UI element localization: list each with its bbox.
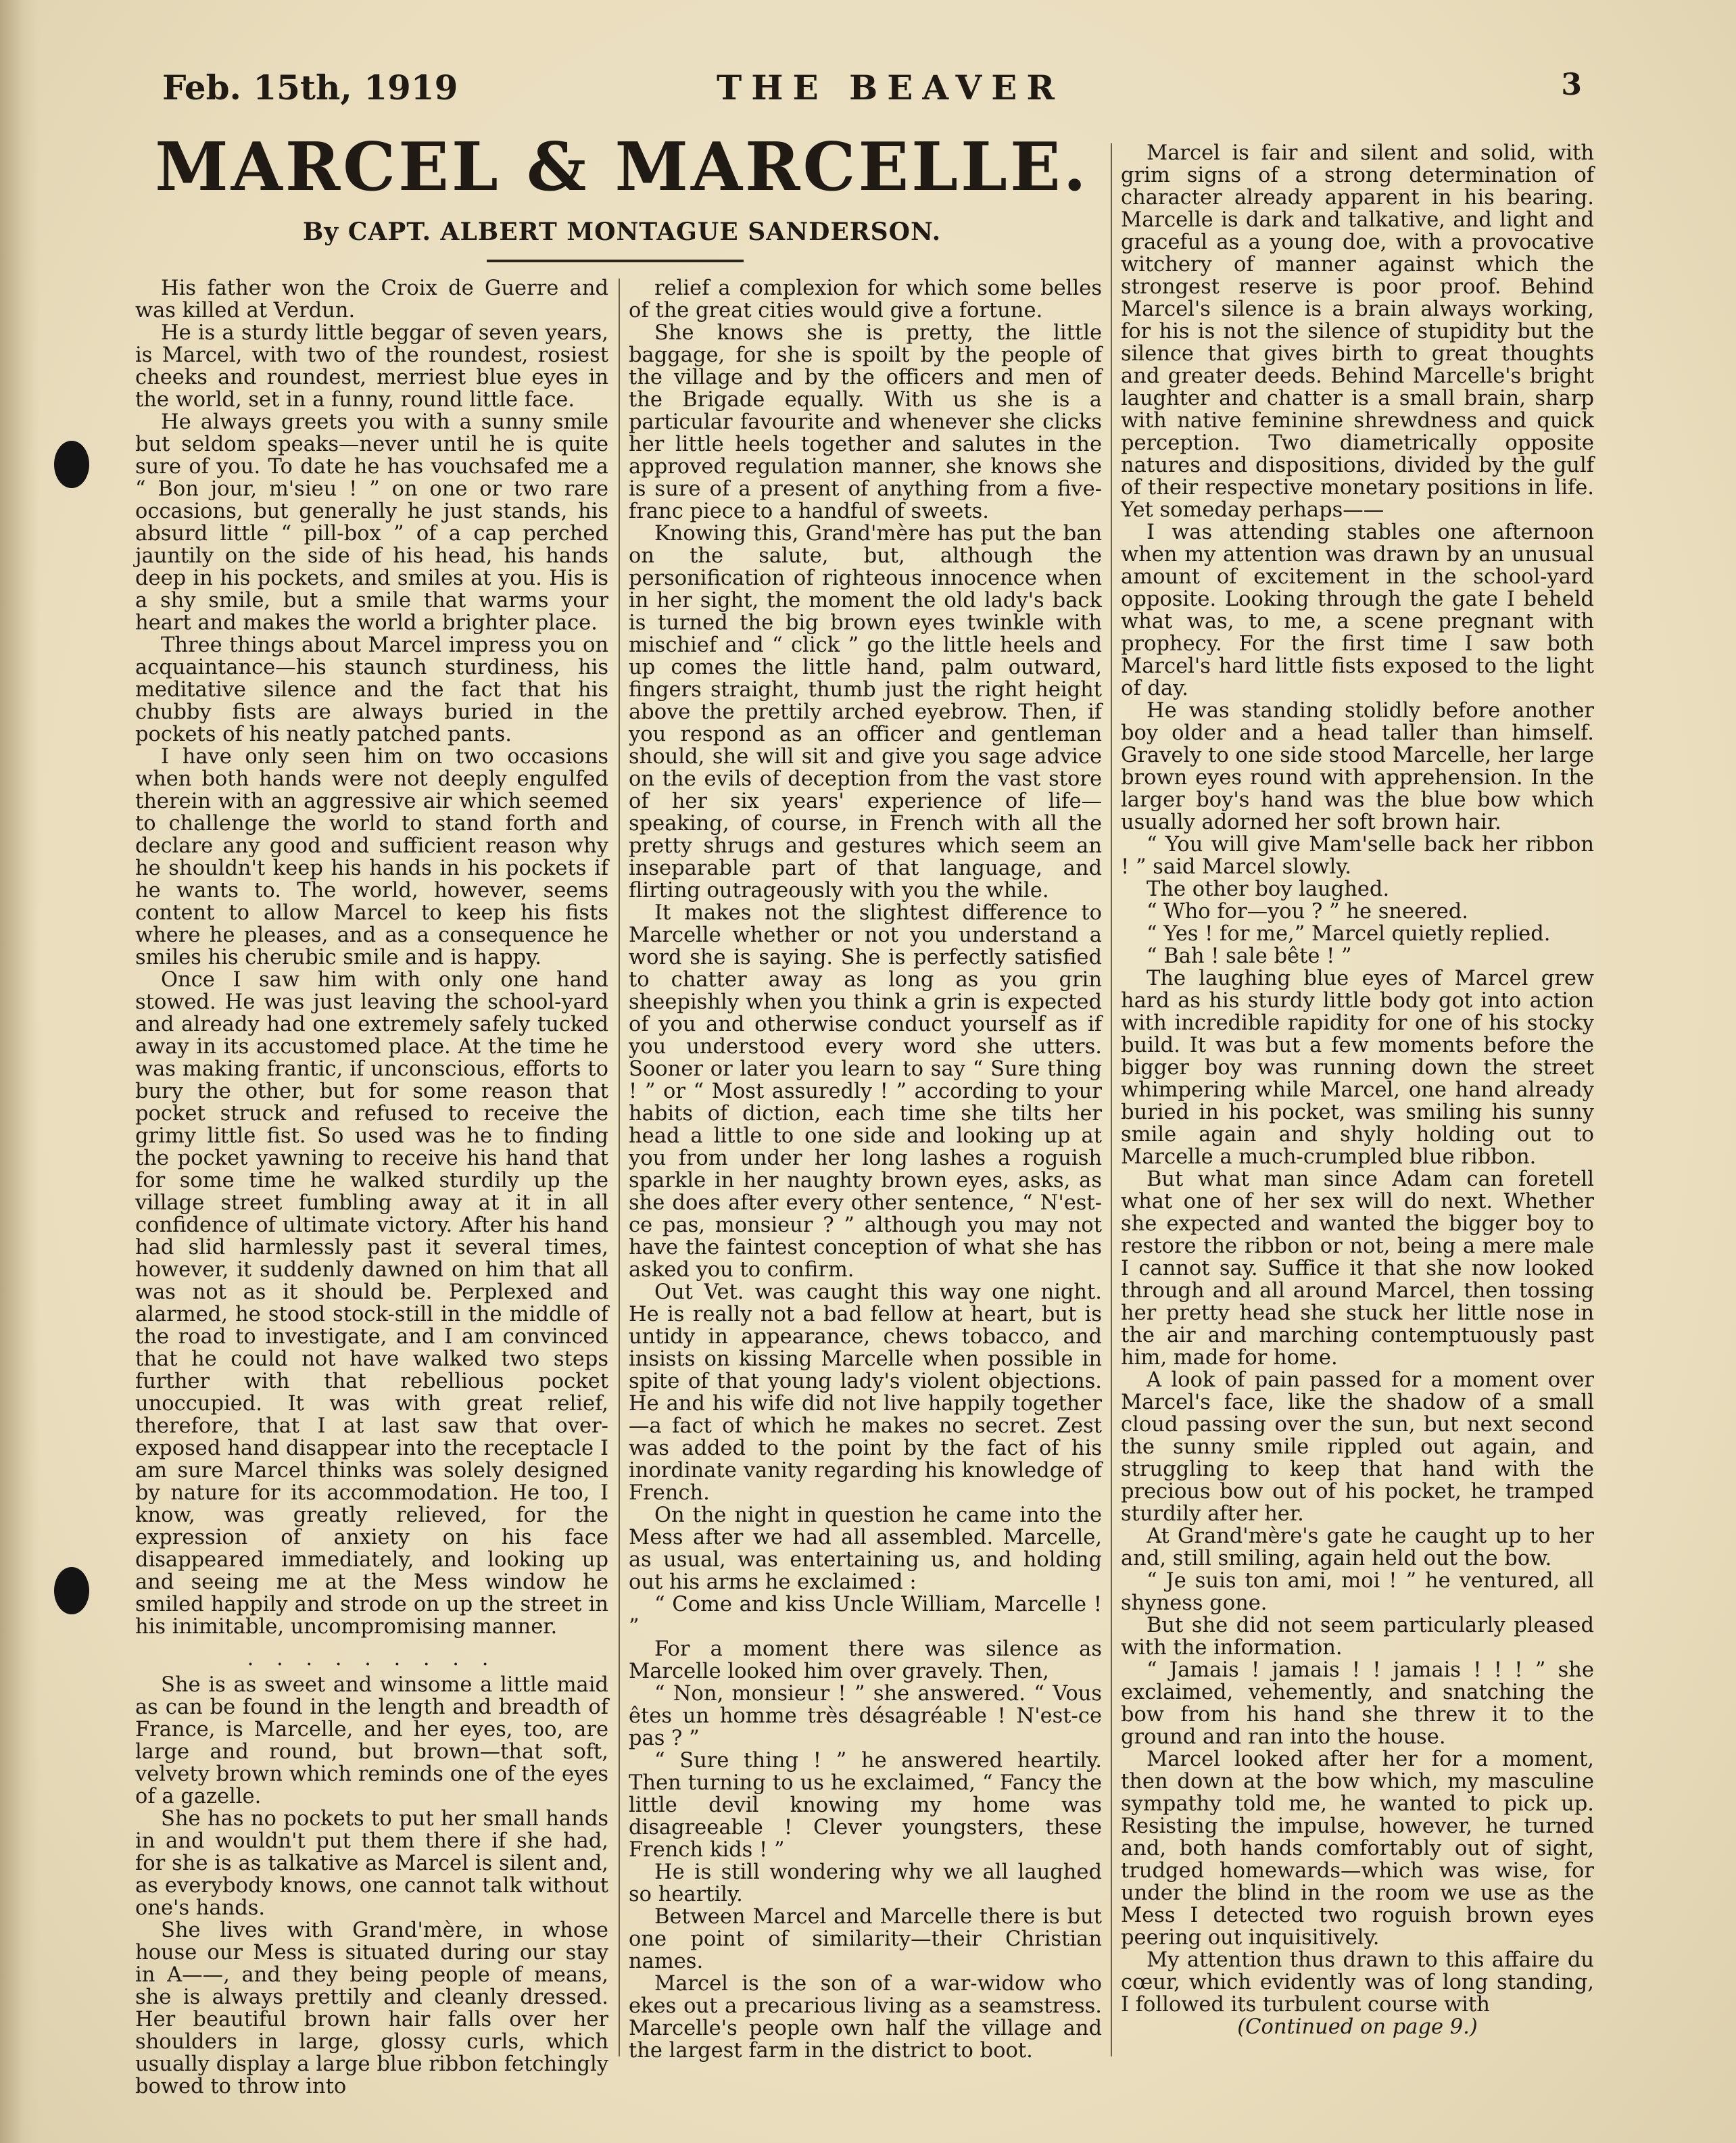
paragraph: Marcel is the son of a war-widow who ekes out a precarious living as a seamstress. Marcelle's people own half the village and the largest farm in the district to boot. — [629, 1972, 1102, 2063]
paragraph: She lives with Grand'mère, in whose house our Mess is situated during our stay in A——, and they being people of means, she is always prettily and cleanly dressed. Her beautiful brown hair falls over her shoulders in large, glossy curls, which usually display a large blue ribbon fetchingly bowed to throw into — [135, 1919, 608, 2098]
paragraph: Marcel looked after her for a moment, then down at the bow which, my masculine sympathy told me, he wanted to pick up. Resisting the impulse, however, he turned and, both hands comfortably out of sight, trudged homewards—which was wise, for under the blind in the room we use as the Mess I detected two roguish brown eyes peering out inquisitively. — [1121, 1748, 1594, 1950]
paragraph: It makes not the slightest difference to Marcelle whether or not you understand a word she is saying. She is perfectly satisfied to chatter away as long as you grin sheepishly when you think a grin is expected of you and otherwise conduct yourself as if you understood every word she utters. Sooner or later you learn to say “ Sure thing ! ” or “ Most assuredly ! ” according to your habits of diction, each time she tilts her head a little to one side and looking up at you from under her long lashes a roguish sparkle in her naughty brown eyes, asks, as she does after every other sentence, “ N'est-ce pas, monsieur ? ” although you may not have the faintest conception of what she has asked you to confirm. — [629, 901, 1102, 1282]
paragraph: “ Jamais ! jamais ! ! jamais ! ! ! ” she exclaimed, vehemently, and snatching the bow from his hand she threw it to the ground and ran into the house. — [1121, 1658, 1594, 1749]
issue-date: Feb. 15th, 1919 — [162, 68, 458, 107]
paragraph: Between Marcel and Marcelle there is but one point of similarity—their Christian names. — [629, 1905, 1102, 1973]
paragraph: My attention thus drawn to this affaire du cœur, which evidently was of long standing, I followed its turbulent course with — [1121, 1948, 1594, 2017]
paragraph: “ Non, monsieur ! ” she answered. “ Vous êtes un homme très désagréable ! N'est-ce pas ? ” — [629, 1682, 1102, 1750]
paragraph: She knows she is pretty, the little baggage, for she is spoilt by the people of the village and by the officers and men of the Brigade equally. With us she is a particular favourite and whenever she clicks her little heels together and salutes in the approved regulation manner, she knows she is sure of a present of anything from a five-franc piece to a handful of sweets. — [629, 321, 1102, 523]
paragraph: “ Who for—you ? ” he sneered. — [1147, 900, 1468, 923]
paragraph: “ Je suis ton ami, moi ! ” he ventured, all shyness gone. — [1121, 1569, 1594, 1615]
continued-note: (Continued on page 9.) — [1237, 2015, 1478, 2039]
page-header — [162, 68, 1582, 115]
column-divider — [1111, 143, 1112, 2056]
column-divider — [619, 279, 620, 2056]
column-3 — [1121, 142, 1594, 2038]
paragraph: But what man since Adam can foretell what one of her sex will do next. Whether she expected and wanted the bigger boy to restore the ribbon or not, being a mere male I cannot say. Suffice it that she now looked through and all around Marcel, then tossing her pretty head she stuck her little nose in the air and marching contemptuously past him, made for home. — [1121, 1167, 1594, 1370]
section-separator: . . . . . . . . . — [247, 1647, 497, 1670]
page-number: 3 — [1561, 68, 1582, 102]
paragraph: A look of pain passed for a moment over Marcel's face, like the shadow of a small cloud passing over the sun, but next second the sunny smile rippled out again, and struggling to keep that hand with the precious bow out of his pocket, he tramped sturdily after her. — [1121, 1368, 1594, 1526]
paragraph: He is still wondering why we all laughed so heartily. — [629, 1860, 1102, 1906]
paragraph: Once I saw him with only one hand stowed. He was just leaving the school-yard and already had one extremely safely tucked away in its accustomed place. At the time he was making frantic, if unconscious, efforts to bury the other, but for some reason that pocket struck and refused to receive the grimy little fist. So used was he to finding the pocket yawning to receive his hand that for some time he walked sturdily up the village street fumbling away at it in all confidence of ultimate victory. After his hand had slid harmlessly past it several times, however, it suddenly dawned on him that all was not as it should be. Perplexed and alarmed, he stood stock-still in the middle of the road to investigate, and I am convinced that he could not have walked two steps further with that rebellious pocket unoccupied. It was with great relief, therefore, that I at last saw that over-exposed hand disappear into the receptacle I am sure Marcel thinks was solely designed by nature for its accommodation. He too, I know, was greatly relieved, for the expression of anxiety on his face disappeared immediately, and looking up and seeing me at the Mess window he smiled happily and strode on up the street in his inimitable, uncompromising manner. — [135, 968, 608, 1639]
paragraph: Three things about Marcel impress you on acquaintance—his staunch sturdiness, his meditative silence and the fact that his chubby fists are always buried in the pockets of his neatly patched pants. — [135, 633, 608, 746]
paragraph: The other boy laughed. — [1147, 877, 1390, 901]
paragraph: relief a complexion for which some belles of the great cities would give a fortune. — [629, 276, 1102, 322]
binding-hole — [54, 1567, 89, 1614]
paragraph: I was attending stables one afternoon when my attention was drawn by an unusual amount of excitement in the school-yard opposite. Looking through the gate I beheld what was, to me, a scene pregnant with prophecy. For the first time I saw both Marcel's hard little fists exposed to the light of day. — [1121, 521, 1594, 700]
paragraph: At Grand'mère's gate he caught up to her and, still smiling, again held out the bow. — [1121, 1524, 1594, 1570]
publication-name: THE BEAVER — [717, 68, 1064, 107]
column-1 — [135, 277, 608, 2098]
paragraph: She has no pockets to put her small hands in and wouldn't put them there if she had, for she is as talkative as Marcel is silent and, as everybody knows, one cannot talk without one's hands. — [135, 1807, 608, 1920]
paragraph: On the night in question he came into the Mess after we had all assembled. Marcelle, as usual, was entertaining us, and holding out his arms he exclaimed : — [629, 1503, 1102, 1594]
paragraph: But she did not seem particularly pleased with the information. — [1121, 1614, 1594, 1660]
article-title: MARCEL & MARCELLE. — [155, 128, 1089, 206]
paragraph: “ You will give Mam'selle back her ribbon ! ” said Marcel slowly. — [1121, 833, 1594, 879]
paragraph: She is as sweet and winsome a little maid as can be found in the length and breadth of France, is Marcelle, and her eyes, too, are large and round, but brown—that soft, velvety brown which reminds one of the eyes of a gazelle. — [135, 1673, 608, 1808]
binding-hole — [54, 441, 89, 488]
paragraph: His father won the Croix de Guerre and was killed at Verdun. — [135, 276, 608, 322]
paragraph: “ Sure thing ! ” he answered heartily. Then turning to us he exclaimed, “ Fancy the little devil knowing my home was disagreeable ! Clever youngsters, these French kids ! ” — [629, 1749, 1102, 1862]
article-byline: By CAPT. ALBERT MONTAGUE SANDERSON. — [302, 218, 942, 246]
paragraph: I have only seen him on two occasions when both hands were not deeply engulfed therein with an aggressive air which seemed to challenge the world to stand forth and declare any good and sufficient reason why he shouldn't keep his hands in his pockets if he wants to. The world, however, seems content to allow Marcel to keep his fists where he pleases, and as a consequence he smiles his cherubic smile and is happy. — [135, 745, 608, 969]
paragraph: For a moment there was silence as Marcelle looked him over gravely. Then, — [629, 1637, 1102, 1683]
column-2 — [629, 277, 1102, 2062]
paragraph: He was standing stolidly before another boy older and a head taller than himself. Gravely to one side stood Marcelle, her large brown eyes round with apprehension. In the larger boy's hand was the blue bow which usually adorned her soft brown hair. — [1121, 699, 1594, 834]
paragraph: “ Yes ! for me,” Marcel quietly replied. — [1147, 922, 1551, 946]
paragraph: Knowing this, Grand'mère has put the ban on the salute, but, although the personification of righteous innocence when in her sight, the moment the old lady's back is turned the big brown eyes twinkle with mischief and “ click ” go the little heels and up comes the little hand, palm outward, fingers straight, thumb just the right height above the prettily arched eyebrow. Then, if you respond as an officer and gentleman should, she will sit and give you sage advice on the evils of deception from the vast store of her six years' experience of life—speaking, of course, in French with all the pretty shrugs and gestures which seem an inseparable part of that language, and flirting outrageously with you the while. — [629, 522, 1102, 902]
paragraph: He always greets you with a sunny smile but seldom speaks—never until he is quite sure of you. To date he has vouchsafed me a “ Bon jour, m'sieu ! ” on one or two rare occasions, but generally he just stands, his absurd little “ pill-box ” of a cap perched jauntily on the side of his head, his hands deep in his pockets, and smiles at you. His is a shy smile, but a smile that warms your heart and makes the world a brighter place. — [135, 410, 608, 635]
title-rule — [487, 260, 744, 262]
paragraph: Marcel is fair and silent and solid, with grim signs of a strong determination of character already apparent in his bearing. Marcelle is dark and talkative, and light and graceful as a young doe, with a provocative witchery of manner against which the strongest reserve is poor proof. Behind Marcel's silence is a brain always working, for his is not the silence of stupidity but the silence that gives birth to great thoughts and greater deeds. Behind Marcelle's bright laughter and chatter is a small brain, sharp with native feminine shrewdness and quick perception. Two diametrically opposite natures and dispositions, divided by the gulf of their respective monetary positions in life. Yet someday perhaps—— — [1121, 141, 1594, 522]
paragraph: “ Come and kiss Uncle William, Marcelle ! ” — [629, 1593, 1102, 1639]
paragraph: Out Vet. was caught this way one night. He is really not a bad fellow at heart, but is untidy in appearance, chews tobacco, and insists on kissing Marcelle when possible in spite of that young lady's violent objections. He and his wife did not live happily together—a fact of which he makes no secret. Zest was added to the point by the fact of his inordinate vanity regarding his knowledge of French. — [629, 1280, 1102, 1505]
page-fold-shadow — [0, 0, 39, 2143]
paragraph: The laughing blue eyes of Marcel grew hard as his sturdy little body got into action with incredible rapidity for one of his stocky build. It was but a few moments before the bigger boy was running down the street whimpering while Marcel, one hand already buried in his pocket, was smiling his sunny smile again and shyly holding out to Marcelle a much-crumpled blue ribbon. — [1121, 967, 1594, 1169]
paragraph: “ Bah ! sale bête ! ” — [1147, 944, 1352, 968]
paragraph: He is a sturdy little beggar of seven years, is Marcel, with two of the roundest, rosiest cheeks and roundest, merriest blue eyes in the world, set in a funny, round little face. — [135, 321, 608, 412]
